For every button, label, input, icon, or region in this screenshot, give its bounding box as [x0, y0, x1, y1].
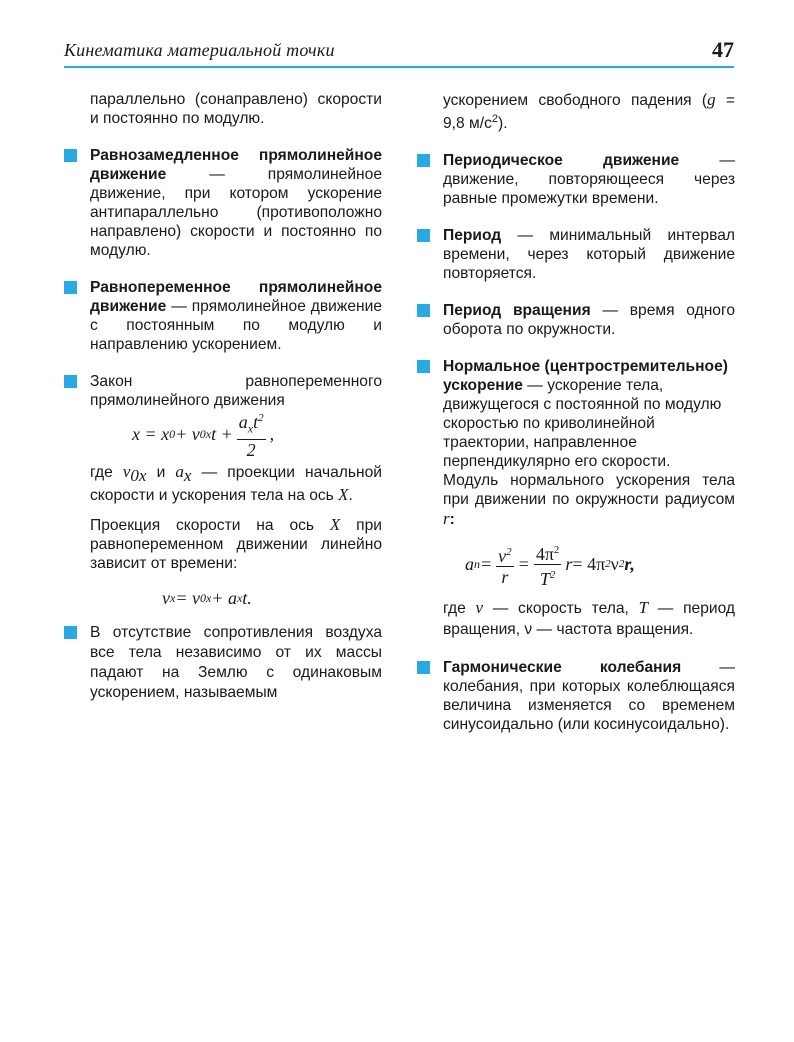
bullet-square-icon — [417, 229, 430, 242]
header-title: Кинематика материальной точки — [64, 40, 335, 60]
definition-item — [90, 278, 382, 354]
term: Период — [443, 227, 502, 245]
term: Период вращения — [443, 302, 591, 320]
term: Периодическое движение — [443, 152, 680, 170]
definition-item — [443, 357, 735, 640]
definition-item — [443, 226, 735, 283]
bullet-square-icon — [417, 304, 430, 317]
term: Гармонические колебания — [443, 659, 682, 677]
bullet-square-icon — [417, 661, 430, 674]
fraction: $\frac{4\pi^2}{T^2}$ — [534, 541, 562, 588]
definition-text: — колебания, при которых колеблющаяся величина изменяется со временем синусоидально (или косинусоидально). — [443, 659, 735, 734]
page-header — [64, 36, 734, 68]
page-number: 47 — [712, 37, 734, 62]
bullet-square-icon — [64, 281, 77, 294]
definition-item — [443, 301, 735, 339]
formula-explanation: где $v_{0x}$ и $a_x$ — проекции начальной скорости и ускорения тела на ось X. — [90, 462, 382, 505]
right-column — [443, 90, 735, 734]
term: Нормальное (центростремительное) ускорение — [443, 358, 728, 395]
bullet-square-icon — [417, 154, 430, 167]
normal-acceleration-formula: a n = $\frac{v^2}{r}$ = $\frac{4\pi^2}{T^2}$ r = 4π 2 ν 2 r, — [443, 543, 735, 585]
definition-text: В отсутствие сопротивления воздуха все тела независимо от их массы падают на Землю с одинаковым ускорением, называемым — [90, 624, 382, 702]
definition-text: — движение, повторяющееся через равные промежутки времени. — [443, 152, 735, 208]
definition-item — [90, 372, 382, 611]
continued-text: ускорением свободного падения (g = 9,8 $м/с^2$). — [443, 90, 735, 133]
bullet-square-icon — [64, 149, 77, 162]
term: Равнозамедленное прямолинейное движение — [90, 147, 382, 183]
definition-item — [90, 146, 382, 260]
fraction: $\frac{a_xt^2}{2}$ — [237, 409, 266, 459]
bullet-square-icon — [417, 360, 430, 373]
bullet-square-icon — [64, 375, 77, 388]
projection-text: Проекция скорости на ось X при равнопеременном движении линейно зависит от времени: — [90, 515, 382, 573]
motion-law-formula: x = x 0 + v 0x t + $\frac{a_xt^2}{2}$ , — [90, 414, 382, 454]
continued-text: параллельно (сонаправлено) скорости и постоянно по модулю. — [90, 91, 382, 127]
definition-text: — минимальный интервал времени, через который движение повторяется. — [443, 227, 735, 283]
definition-text: — прямолинейное движение с постоянным по модулю и направлению ускорением. — [90, 298, 382, 353]
definition-text: — прямолинейное движение, при котором ускорение антипараллельно (противоположно направлено) скорости и постоянно по модулю. — [90, 166, 382, 259]
definition-item — [90, 623, 382, 703]
bullet-square-icon — [64, 626, 77, 639]
definition-text: — время одного оборота по окружности. — [443, 302, 735, 339]
definition-text-2: Модуль нормального ускорения тела при движении по окружности радиусом r: — [443, 472, 735, 529]
formula-explanation: где v — скорость тела, T — период вращения, ν — частота вращения. — [443, 598, 736, 639]
fraction: $\frac{v^2}{r}$ — [496, 543, 514, 586]
definition-text: — ускорение тела, движущегося с постоянной по модулю скоростью по криволинейной траектории, направленное перпендикулярно его скорости. — [443, 377, 722, 471]
left-column — [90, 90, 382, 703]
definition-text: Закон равнопеременного прямолинейного движения — [90, 373, 382, 409]
definition-item — [443, 151, 735, 208]
term: Равнопеременное прямолинейное движение — [90, 279, 382, 315]
velocity-projection-formula: v x = v 0x + a x t. — [162, 587, 252, 608]
definition-item — [443, 658, 735, 734]
